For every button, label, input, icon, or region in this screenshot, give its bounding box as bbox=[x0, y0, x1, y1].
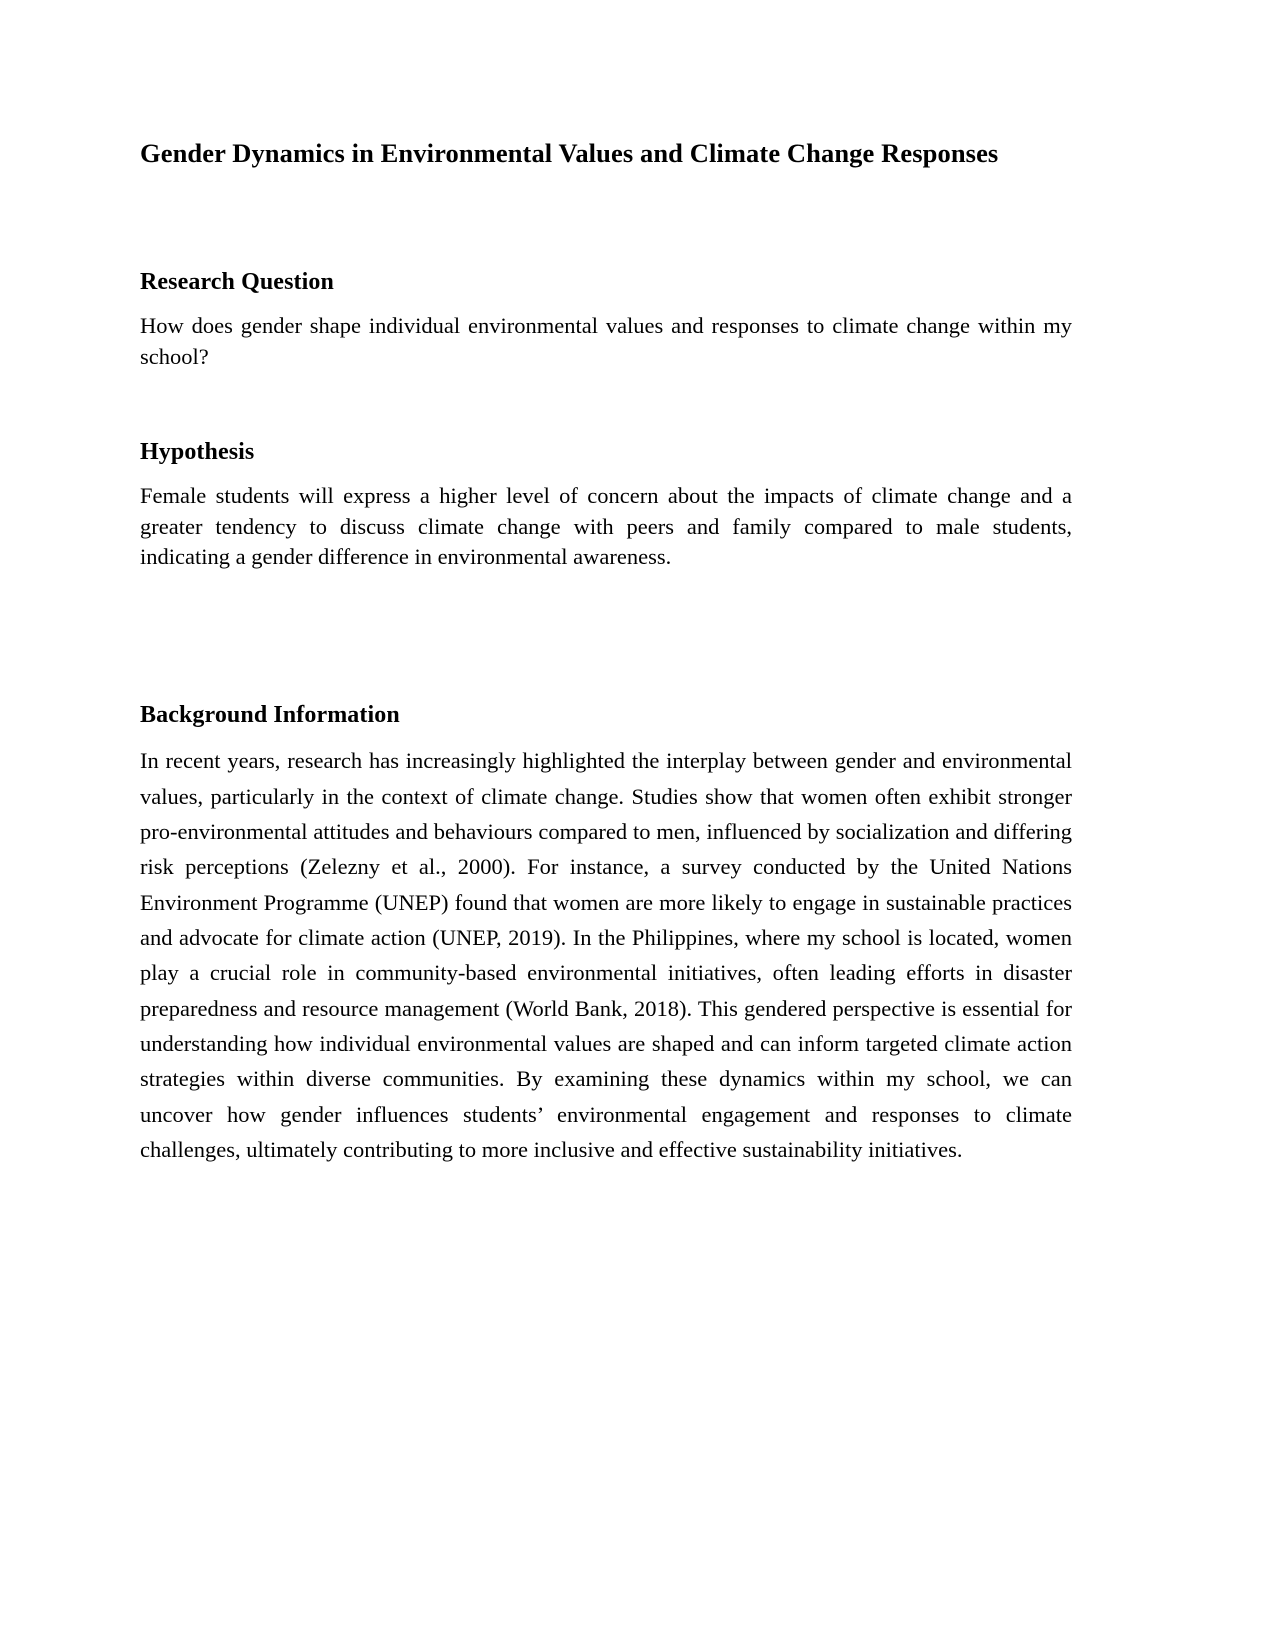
section-background-information bbox=[140, 701, 1072, 1168]
section-hypothesis bbox=[140, 438, 1072, 573]
spacer-heading-body bbox=[140, 467, 1072, 481]
section-heading-hypothesis: Hypothesis bbox=[140, 439, 255, 466]
section-body-hypothesis: Female students will express a higher level of concern about the impacts of climate change and a greater tendency to discuss climate change with peers and family compared to male students, indicating a gender difference in environmental awareness. bbox=[140, 482, 1072, 570]
section-heading-background-information: Background Information bbox=[140, 701, 400, 728]
spacer-after-hypothesis bbox=[140, 573, 1072, 701]
spacer-heading-body bbox=[140, 297, 1072, 311]
section-research-question bbox=[140, 268, 1072, 372]
section-body-research-question: How does gender shape individual environmental values and responses to climate change within my school? bbox=[140, 312, 1072, 369]
page-title: Gender Dynamics in Environmental Values and Climate Change Responses bbox=[140, 138, 999, 168]
section-body-background-information: In recent years, research has increasingly highlighted the interplay between gender and environmental values, particularly in the context of climate change. Studies show that women often exhibit stronger pro-environmental attitudes and behaviours compared to men, influenced by socialization and differing risk perceptions (Zelezny et al., 2000). For instance, a survey conducted by the United Nations Environment Programme (UNEP) found that women are more likely to engage in sustainable practices and advocate for climate action (UNEP, 2019). In the Philippines, where my school is located, women play a crucial role in community-based environmental initiatives, often leading efforts in disaster preparedness and resource management (World Bank, 2018). This gendered perspective is essential for understanding how individual environmental values are shaped and can inform targeted climate action strategies within diverse communities. By examining these dynamics within my school, we can uncover how gender influences students’ environmental engagement and responses to climate challenges, ultimately contributing to more inclusive and effective sustainability initiatives. bbox=[140, 748, 1072, 1162]
document-content bbox=[140, 0, 1072, 1167]
section-heading-research-question: Research Question bbox=[140, 269, 334, 296]
spacer-after-research-question bbox=[140, 372, 1072, 438]
spacer-after-title bbox=[140, 170, 1072, 268]
spacer-heading-body bbox=[140, 729, 1072, 743]
